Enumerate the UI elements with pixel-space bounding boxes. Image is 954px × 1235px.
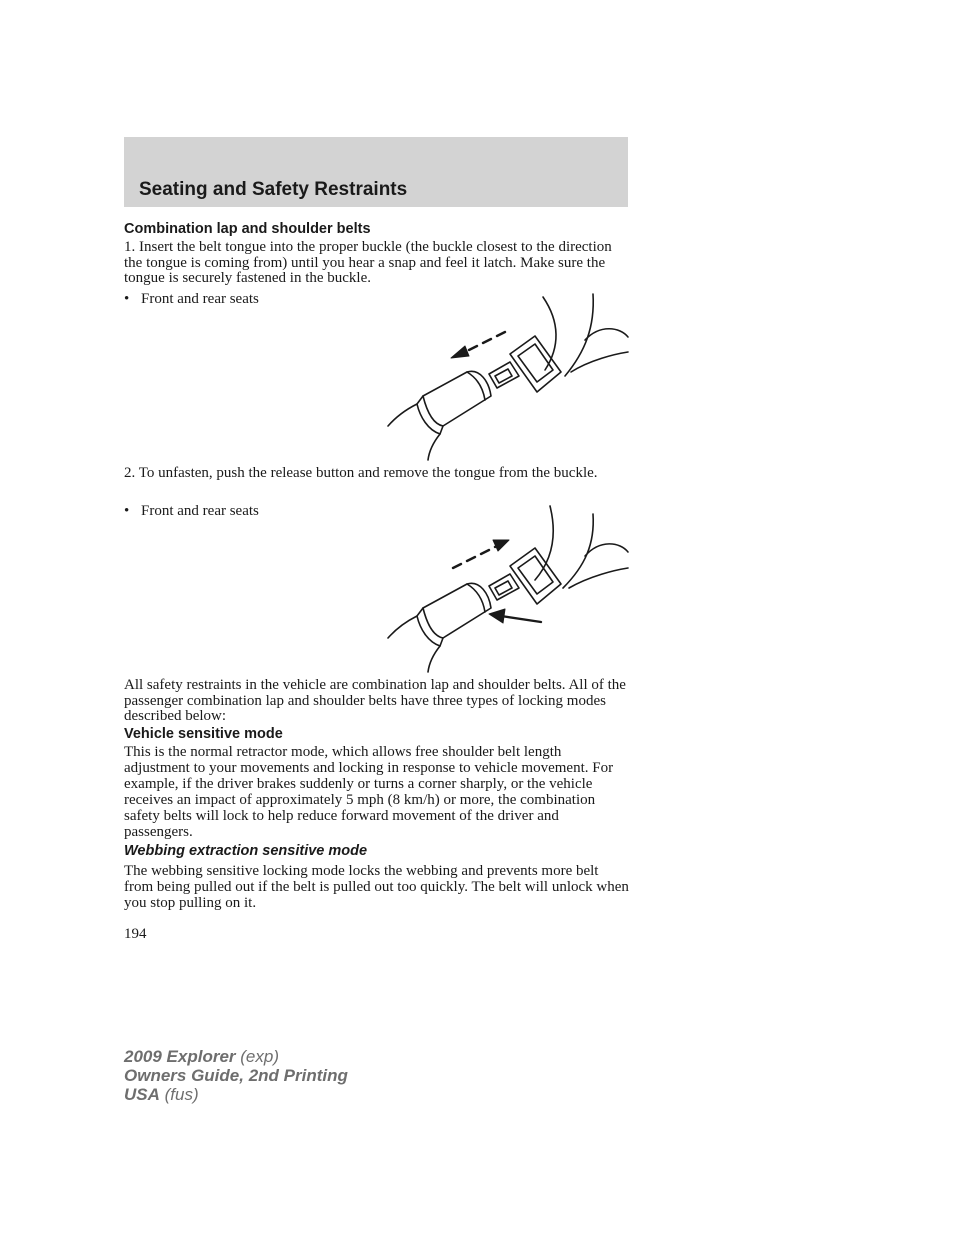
bullet-label-2: Front and rear seats <box>141 503 259 519</box>
bullet-dot: • <box>124 503 130 519</box>
lap-belt-edge <box>585 544 628 556</box>
document-footer <box>124 1047 348 1104</box>
section-header-band <box>124 137 628 207</box>
section-title: Seating and Safety Restraints <box>139 179 408 200</box>
buckle-housing <box>423 371 491 426</box>
buckle-strap <box>388 404 417 426</box>
page-number: 194 <box>124 926 147 942</box>
buckle-fasten-illustration <box>385 292 630 462</box>
bullet-item-1 <box>124 291 259 308</box>
bullet-item-2 <box>124 503 259 520</box>
belt-webbing-edge <box>563 514 593 588</box>
footer-line-market: USA (fus) <box>124 1085 199 1104</box>
buckle-strap <box>428 434 440 460</box>
belt-tongue-latch <box>489 574 519 600</box>
buckle-strap <box>388 616 417 638</box>
belt-tongue-latch <box>489 362 519 388</box>
footer-line-model: 2009 Explorer (exp) <box>124 1047 279 1066</box>
arrow-head <box>451 346 469 358</box>
bullet-label-1: Front and rear seats <box>141 291 259 307</box>
locking-modes-intro: All safety restraints in the vehicle are combination lap and shoulder belts. All of the passenger combination lap and shoulder belts have three types of locking modes described below: <box>124 677 626 724</box>
belt-tongue-inner <box>518 344 553 382</box>
bullet-dot: • <box>124 291 130 307</box>
footer-line-guide: Owners Guide, 2nd Printing <box>124 1066 348 1085</box>
step-1-text: 1. Insert the belt tongue into the proper buckle (the buckle closest to the direction the tongue is coming from) until you hear a snap and feel it latch. Make sure the tongue is securely fastened in the buckle. <box>124 239 612 286</box>
heading-webbing-extraction: Webbing extraction sensitive mode <box>124 843 368 859</box>
buckle-housing <box>423 583 491 638</box>
release-button-arrow <box>501 616 541 622</box>
step-2-text: 2. To unfasten, push the release button and remove the tongue from the buckle. <box>124 465 598 481</box>
belt-tongue-inner <box>518 556 553 594</box>
arrow-head <box>493 540 509 551</box>
vehicle-sensitive-body: This is the normal retractor mode, which allows free shoulder belt length adjustment to your movements and locking in response to vehicle movement. For example, if the driver brakes suddenly or turns a corner sharply, or the vehicle receives an impact of approximately 5 mph (8 km/h) or more, the combination safety belts will lock to help reduce forward movement of the driver and passengers. <box>124 744 614 840</box>
buckle-release-illustration <box>385 504 630 674</box>
motion-dash-arrow <box>453 545 499 568</box>
heading-combination-belts: Combination lap and shoulder belts <box>124 221 371 237</box>
buckle-strap <box>428 646 440 672</box>
heading-vehicle-sensitive: Vehicle sensitive mode <box>124 726 283 742</box>
webbing-extraction-body: The webbing sensitive locking mode locks the webbing and prevents more belt from being pulled out if the belt is pulled out too quickly. The belt will unlock when you stop pulling on it. <box>124 863 629 911</box>
arrow-head <box>489 609 505 623</box>
lap-belt-edge <box>585 329 628 340</box>
